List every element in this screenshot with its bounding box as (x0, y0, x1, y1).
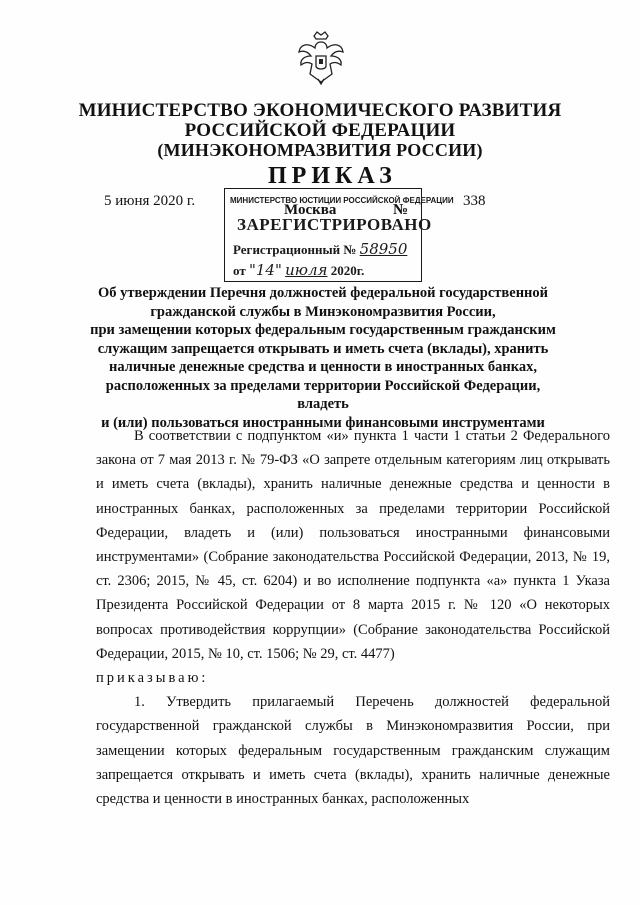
stamp-date-month: июля (285, 261, 328, 279)
stamp-registered-label: ЗАРЕГИСТРИРОВАНО (237, 215, 432, 234)
stamp-date-line (233, 261, 364, 279)
order-word: приказываю: (96, 670, 209, 687)
stamp-date-prefix: от (233, 263, 246, 278)
document-title (88, 284, 558, 432)
clause-1-paragraph: 1. Утвердить прилагаемый Перечень должностей федеральной государственной гражданской службы в Минэкономразвития России, при замещении которых федеральным государственным гражданским служащим запрещается открывать и иметь счета (вклады), хранить наличные денежные средства и ценности в иностранных банках, расположенных (96, 694, 610, 808)
document-type: ПРИКАЗ (268, 163, 397, 189)
stamp-date-day: "14" (248, 261, 282, 279)
coat-of-arms-emblem (296, 30, 346, 86)
stamp-registration-line (233, 240, 407, 258)
title-line: при замещении которых федеральным государственным гражданским (90, 322, 556, 338)
preamble-paragraph: В соответствии с подпунктом «и» пункта 1 части 1 статьи 2 Федерального закона от 7 мая 2013 г. № 79-ФЗ «О запрете отдельным категориям лиц открывать и иметь счета (вклады), хранить наличные денежные средства и ценности в иностранных банках, расположенных за пределами территории Российской Федерации, владеть и (или) пользоваться иностранными финансовыми инструментами» (Собрание законодательства Российской Федерации, 2013, № 19, ст. 2306; 2015, № 45, ст. 6204) и во исполнение подпункта «а» пункта 1 Указа Президента Российской Федерации от 8 марта 2015 г. № 120 «О некоторых вопросах противодействия коррупции» (Собрание законодательства Российской Федерации, 2015, № 10, ст. 1506; № 29, ст. 4477) (96, 428, 610, 662)
title-line: расположенных за пределами территории Российской Федерации, владеть (105, 377, 541, 412)
registration-stamp (224, 188, 454, 282)
issue-city: Москва (284, 202, 337, 218)
ministry-name-line2: РОССИЙСКОЙ ФЕДЕРАЦИИ (184, 120, 456, 141)
stamp-registration-label: Регистрационный № (233, 242, 357, 257)
title-line: гражданской службы в Минэкономразвития России, (150, 303, 496, 320)
number-sign: № (393, 202, 409, 218)
title-line: Об утверждении Перечня должностей федеральной государственной (97, 285, 549, 301)
stamp-registration-number: 58950 (359, 240, 408, 258)
title-line: наличные денежные средства и ценности в иностранных банках, (108, 359, 538, 375)
stamp-date-year: 2020г. (330, 263, 365, 278)
title-line: служащим запрещается открывать и иметь счета (вклады), хранить (97, 340, 549, 357)
order-date: 5 июня 2020 г. (104, 193, 196, 209)
title-line: и (или) пользоваться иностранными финансовыми инструментами (101, 414, 545, 431)
stamp-organization: МИНИСТЕРСТВО ЮСТИЦИИ РОССИЙСКОЙ ФЕДЕРАЦИИ (230, 196, 454, 205)
order-number: 338 (463, 193, 486, 209)
document-body (96, 424, 610, 811)
ministry-name-line1: МИНИСТЕРСТВО ЭКОНОМИЧЕСКОГО РАЗВИТИЯ (78, 100, 562, 121)
ministry-short-name: (МИНЭКОНОМРАЗВИТИЯ РОССИИ) (157, 140, 483, 160)
